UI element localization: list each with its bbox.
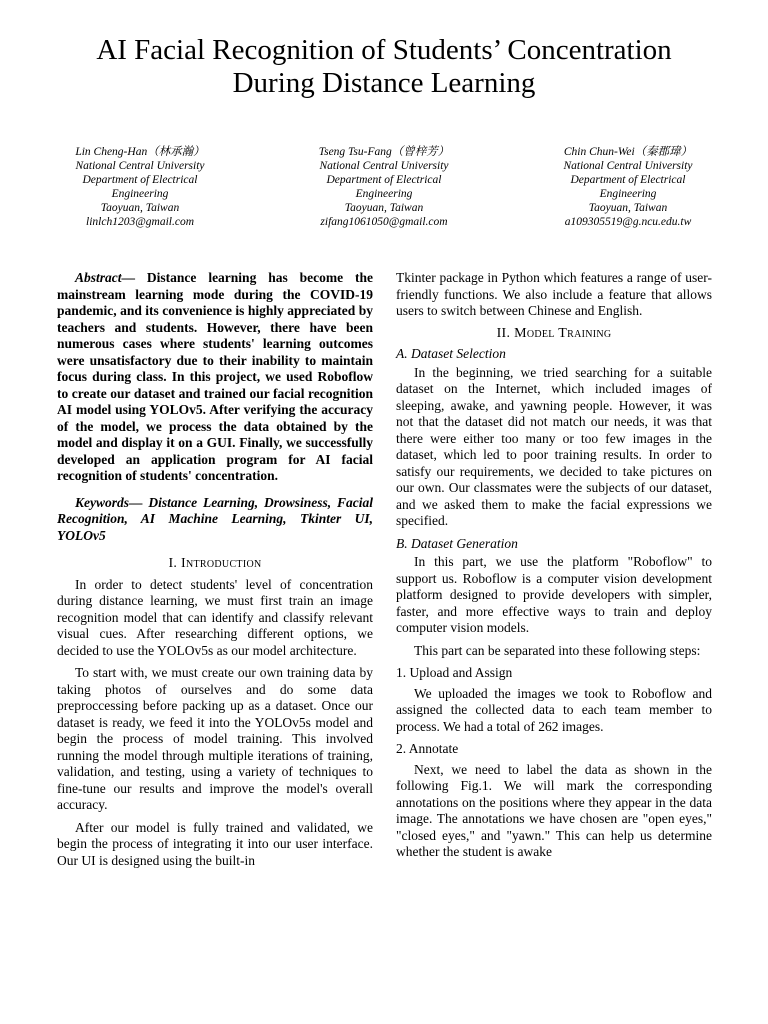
keywords-text: Distance Learning, Drowsiness, Facial Recognition, AI Machine Learning, Tkinter UI, YOLOv5 (57, 494, 373, 543)
intro-paragraph-3-continued: Tkinter package in Python which features a range of user-friendly functions. We also include a feature that allows users to switch between Chinese and English. (396, 270, 712, 318)
author-2 (284, 145, 484, 229)
dataset-selection-paragraph: In the beginning, we tried searching for a suitable dataset on the Internet, which included images of sleeping, awake, and yawning people. However, it was not that the dataset did not match our needs, it was that there were either too many or too few images in the dataset, which led to poor training results. In order to satisfy our requirements, we decided to take pictures on our own. Our classmates were the subjects of our dataset, and we asked them to make the facial expressions we specified. (396, 364, 712, 528)
author-location: Taoyuan, Taiwan (344, 202, 424, 214)
author-department: Department of Electrical (326, 174, 442, 186)
author-department-cont: Engineering (111, 188, 169, 200)
author-department-cont: Engineering (355, 188, 413, 200)
intro-paragraph-3: After our model is fully trained and validated, we begin the process of integrating it into our user interface. Our UI is designed using the built-in (57, 819, 373, 868)
subsection-heading-dataset-selection: A. Dataset Selection (396, 346, 506, 361)
author-3 (528, 145, 728, 229)
dataset-generation-paragraph-1: In this part, we use the platform "Roboflow" to support us. Roboflow is a computer vision development platform designed to provide developers with simpler, faster, and more effective ways to train and deploy computer vision models. (396, 554, 712, 635)
paper-title (40, 34, 728, 100)
title-line-2: During Distance Learning (232, 67, 536, 99)
author-name: Tseng Tsu-Fang（曾梓芳） (318, 146, 450, 158)
step-heading-annotate: 2. Annotate (396, 741, 459, 756)
abstract-dash: — (121, 270, 147, 285)
intro-paragraph-2: To start with, we must create our own training data by taking photos of ourselves and do some data preproccessing before packing up as a dataset. Once our dataset is ready, we feed it into the YOLOv5s model and begin the process of model training. This involved running the model through multiple iterations of training, validation, and testing, using a variety of techniques to fine-tune our results and improve the model's overall accuracy. (57, 665, 373, 812)
intro-paragraph-1: In order to detect students' level of concentration during distance learning, we must first train an image recognition model that can identify and classify relevant visual cues. After researching different options, we decided to use the YOLOv5s as our model architecture. (57, 576, 373, 658)
dataset-generation-paragraph-2: This part can be separated into these following steps: (414, 642, 701, 658)
author-location: Taoyuan, Taiwan (588, 202, 668, 214)
author-university: National Central University (75, 160, 205, 172)
step-annotate-paragraph: Next, we need to label the data as shown in the following Fig.1. We will mark the corresponding annotations on the positions where they appear in the data image. The annotations we have chosen are "open eyes," "closed eyes," and "yawn." This can help us determine whether the student is awake (396, 761, 712, 859)
author-department: Department of Electrical (82, 174, 198, 186)
author-university: National Central University (319, 160, 449, 172)
keywords (57, 495, 373, 545)
author-email: a109305519@g.ncu.edu.tw (564, 216, 692, 228)
step-upload-assign-paragraph: We uploaded the images we took to Roboflow and assigned the collected data to each team member to process. We had a total of 262 images. (396, 685, 712, 734)
author-department: Department of Electrical (570, 174, 686, 186)
author-department-cont: Engineering (599, 188, 657, 200)
author-block (40, 145, 728, 229)
section-heading-model-training: II. Model Training (496, 325, 612, 341)
right-column (396, 270, 712, 867)
abstract-text: Distance learning has become the mainstream learning mode during the COVID-19 pandemic, and its convenience is highly appreciated by teachers and students. However, there have been numerous cases where students' learning outcomes were unsatisfactory due to their inability to maintain focus during class. In this project, we used Roboflow to create our dataset and trained our facial recognition AI model using YOLOv5. After verifying the accuracy of the model, we process the data obtained by the model and display it on a GUI. Finally, we successfully developed an application program for AI facial recognition of students' concentration. (57, 270, 374, 483)
left-column (57, 270, 373, 875)
abstract (57, 270, 373, 485)
section-heading-introduction: I. Introduction (168, 556, 262, 571)
step-heading-upload-assign: 1. Upload and Assign (396, 665, 513, 680)
author-university: National Central University (563, 160, 693, 172)
author-email: zifang1061050@gmail.com (320, 216, 448, 228)
subsection-heading-dataset-generation: B. Dataset Generation (396, 535, 518, 551)
abstract-label: Abstract (75, 270, 122, 285)
title-line-1: AI Facial Recognition of Students’ Concentration (96, 34, 672, 66)
author-email: linlch1203@gmail.com (86, 216, 194, 228)
author-name: Chin Chun-Wei（秦郡瑋） (563, 146, 693, 158)
author-location: Taoyuan, Taiwan (100, 202, 180, 214)
author-name: Lin Cheng-Han（林承瀚） (75, 146, 205, 158)
keywords-label: Keywords (75, 494, 129, 510)
author-1 (40, 145, 240, 229)
keywords-dash: — (129, 494, 149, 510)
